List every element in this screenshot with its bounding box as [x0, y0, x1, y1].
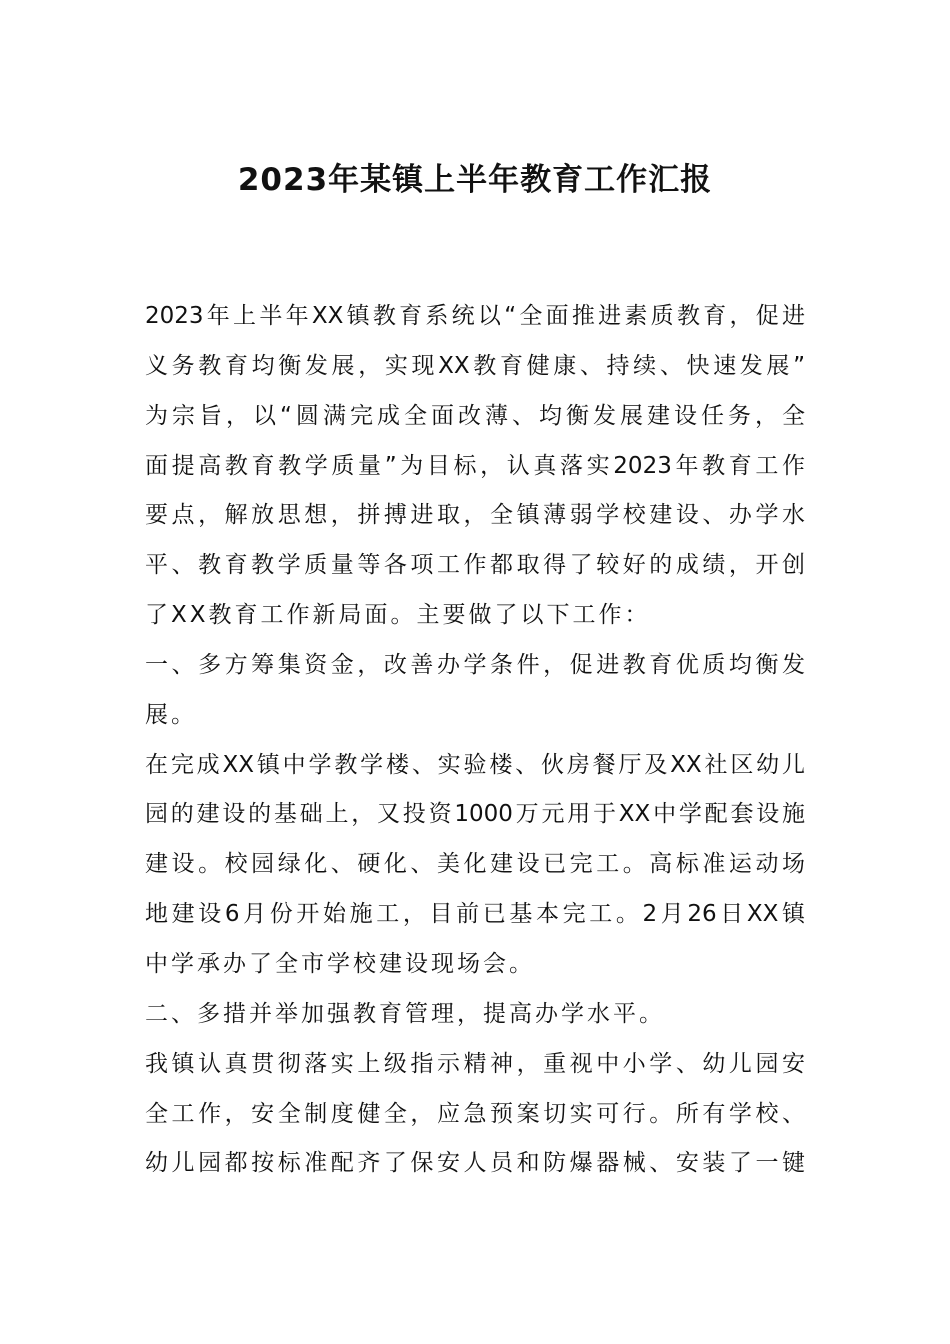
text-line: 我镇认真贯彻落实上级指示精神，重视中小学、幼儿园安 [145, 1050, 805, 1077]
text-line: 地建设6月份开始施工，目前已基本完工。2月26日XX镇 [145, 901, 805, 928]
text-line: 全工作，安全制度健全，应急预案切实可行。所有学校、 [145, 1100, 805, 1127]
text-line: 为宗旨，以“圆满完成全面改薄、均衡发展建设任务，全 [145, 402, 805, 429]
text-line: 一、多方筹集资金，改善办学条件，促进教育优质均衡发 [145, 651, 805, 678]
text-line: 建设。校园绿化、硬化、美化建设已完工。高标准运动场 [145, 851, 805, 878]
text-line: 义务教育均衡发展，实现XX教育健康、持续、快速发展” [145, 352, 805, 379]
text-line: 二、多措并举加强教育管理，提高办学水平。 [145, 1000, 665, 1027]
document-body [145, 292, 805, 1189]
text-line: 面提高教育教学质量”为目标，认真落实2023年教育工作 [145, 452, 805, 479]
text-line: 幼儿园都按标准配齐了保安人员和防爆器械、安装了一键 [145, 1150, 805, 1177]
text-line: 中学承办了全市学校建设现场会。 [145, 950, 535, 977]
document-title: 2023年某镇上半年教育工作汇报 [237, 162, 713, 198]
text-line: 2023年上半年XX镇教育系统以“全面推进素质教育，促进 [145, 303, 805, 329]
text-line: 平、教育教学质量等各项工作都取得了较好的成绩，开创 [145, 552, 805, 579]
text-line: 在完成XX镇中学教学楼、实验楼、伙房餐厅及XX社区幼儿 [145, 751, 805, 778]
text-line: 园的建设的基础上，又投资1000万元用于XX中学配套设施 [145, 801, 805, 828]
text-line: 展。 [145, 701, 197, 728]
text-line: 要点，解放思想，拼搏进取，全镇薄弱学校建设、办学水 [145, 502, 805, 529]
text-line: 了XX教育工作新局面。主要做了以下工作： [145, 602, 651, 629]
